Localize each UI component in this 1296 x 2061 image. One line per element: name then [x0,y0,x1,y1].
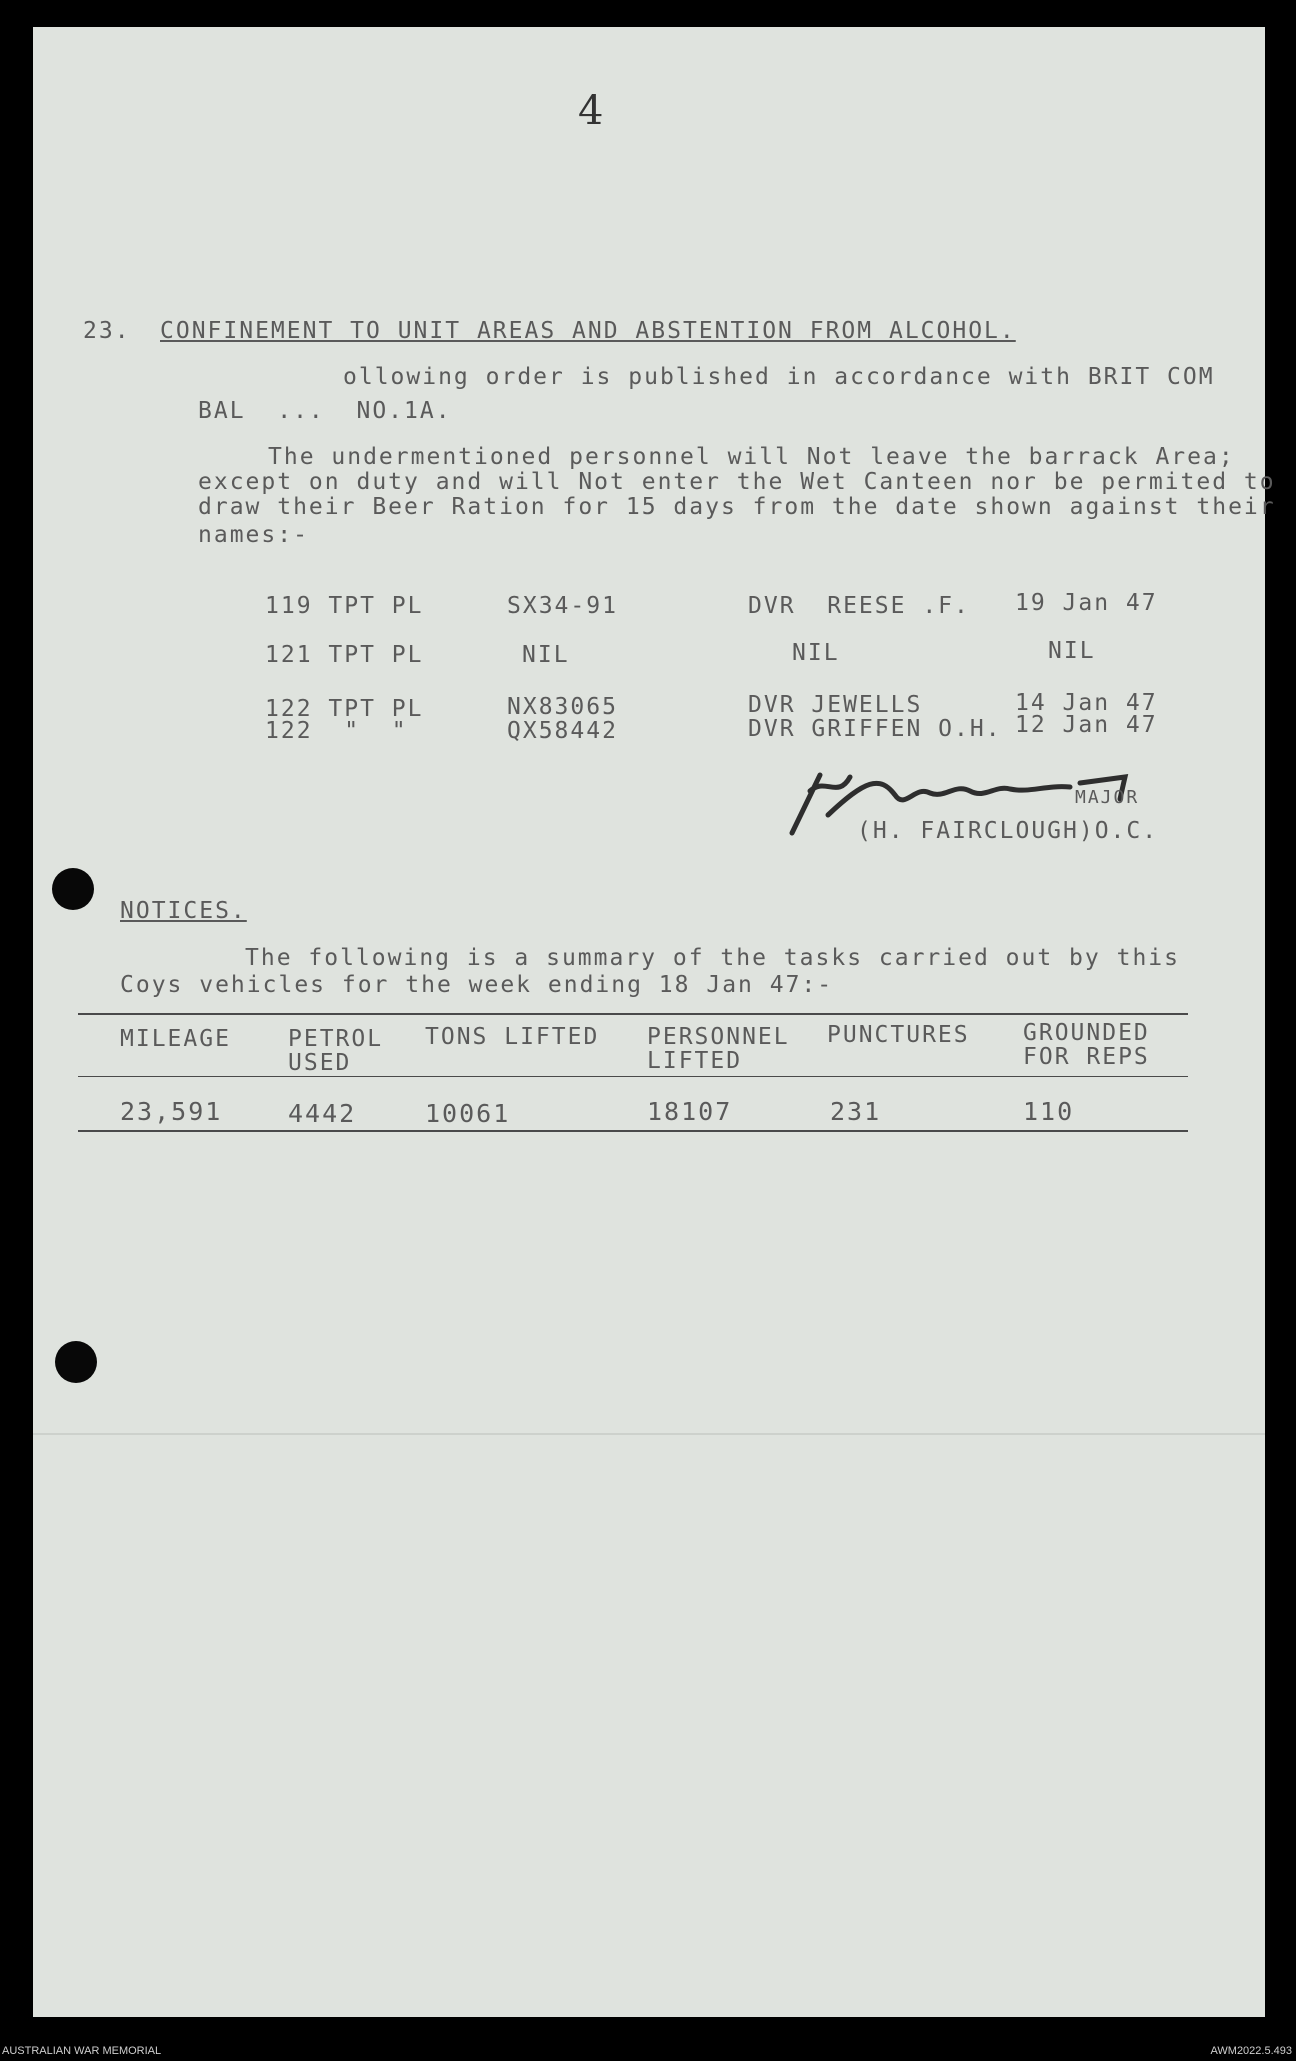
header-grounded-2: FOR REPS [1023,1044,1150,1070]
header-tons: TONS LIFTED [425,1024,600,1050]
punch-hole-bottom [55,1341,97,1383]
personnel-number: QX58442 [507,718,618,744]
header-personnel-2: LIFTED [647,1048,743,1074]
paragraph-line-2: except on duty and will Not enter the Wet Canteen nor be permited to [198,469,1276,495]
header-personnel: PERSONNEL [647,1024,790,1050]
personnel-name: DVR GRIFFEN O.H. [748,716,1002,742]
paragraph-line-1: The undermentioned personnel will Not leave the barrack Area; [268,444,1235,470]
table-bottom-rule [78,1130,1188,1132]
footer-source: AUSTRALIAN WAR MEMORIAL [2,2045,162,2057]
page-number: 4 [578,88,604,134]
section-number: 23. [83,318,131,344]
personnel-number: NIL [522,642,570,668]
notices-line-2: Coys vehicles for the week ending 18 Jan 47:- [120,972,834,998]
value-tons: 10061 [425,1099,511,1128]
personnel-number: SX34-91 [507,593,618,619]
paragraph-line-3: draw their Beer Ration for 15 days from the date shown against their [198,494,1276,520]
personnel-unit: 119 TPT PL [265,593,424,619]
personnel-number: NX83065 [507,694,618,720]
fold-line [33,1433,1265,1435]
value-punctures: 231 [830,1097,882,1126]
signature-rank: MAJOR [1075,787,1140,808]
footer-accession: AWM2022.5.493 [1210,2045,1292,2057]
header-mileage: MILEAGE [120,1026,231,1052]
personnel-unit: 121 TPT PL [265,642,424,668]
punch-hole-top [52,868,94,910]
section-title: CONFINEMENT TO UNIT AREAS AND ABSTENTION FROM ALCOHOL. [160,318,1016,344]
header-petrol-2: USED [288,1050,352,1076]
personnel-name: DVR JEWELLS [748,692,923,718]
value-petrol: 4442 [288,1099,357,1128]
value-personnel: 18107 [647,1097,733,1126]
notices-title: NOTICES. [120,898,247,924]
table-top-rule [78,1013,1188,1015]
intro-line-1: ollowing order is published in accordance with BRIT COM [343,364,1215,390]
personnel-date: 19 Jan 47 [1015,590,1158,616]
personnel-name: NIL [792,640,840,666]
personnel-unit: 122 TPT PL [265,696,424,722]
header-petrol: PETROL [288,1026,384,1052]
signature-name: (H. FAIRCLOUGH)O.C. [857,818,1159,844]
personnel-date: NIL [1048,638,1096,664]
header-punctures: PUNCTURES [827,1022,970,1048]
personnel-name: DVR REESE .F. [748,593,970,619]
notices-line-1: The following is a summary of the tasks carried out by this [245,945,1180,971]
paragraph-line-4: names:- [198,522,309,548]
personnel-date: 14 Jan 47 [1015,690,1158,716]
personnel-date: 12 Jan 47 [1015,712,1158,738]
personnel-unit: 122 " " [265,718,408,744]
value-grounded: 110 [1023,1097,1075,1126]
intro-line-2: BAL ... NO.1A. [198,398,452,424]
header-grounded: GROUNDED [1023,1020,1150,1046]
table-header-rule [78,1076,1188,1077]
value-mileage: 23,591 [120,1097,223,1126]
